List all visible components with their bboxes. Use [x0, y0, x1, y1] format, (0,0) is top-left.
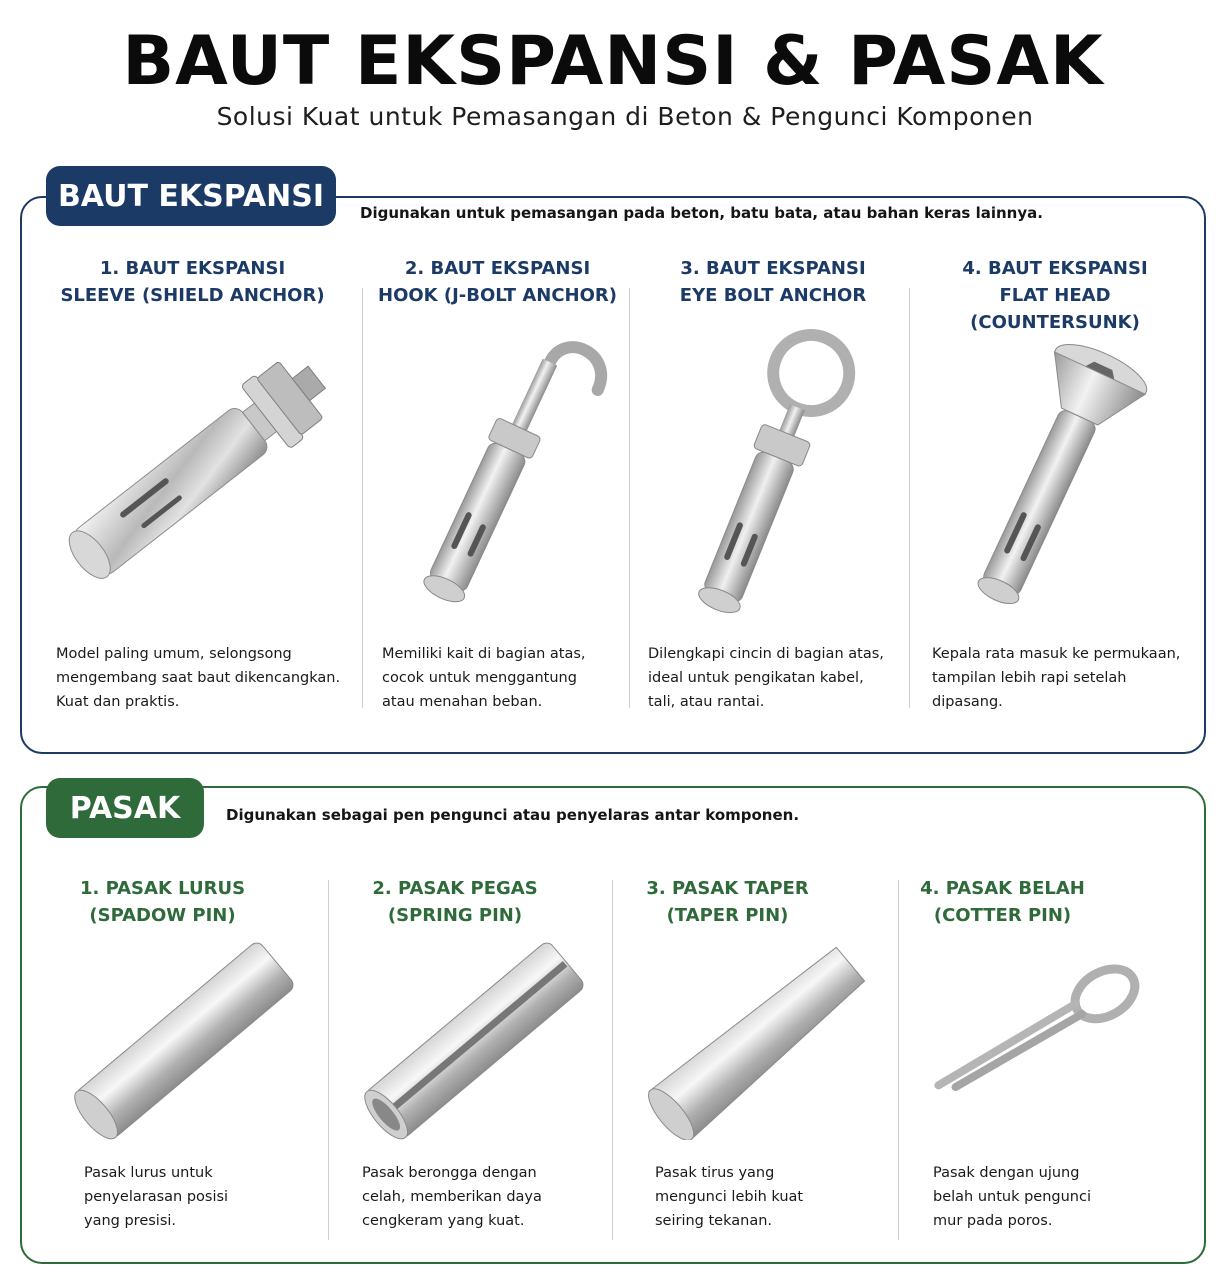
- column-divider: [898, 880, 899, 1240]
- expansion-item-desc-1: Model paling umum, selongsong mengembang saat baut dikencangkan. Kuat dan praktis.: [56, 646, 341, 710]
- pin-tab: PASAK: [46, 778, 204, 838]
- countersunk-anchor-icon: [930, 330, 1170, 630]
- column-divider: [362, 288, 363, 708]
- taper-pin-icon: [630, 940, 890, 1140]
- expansion-item-title-4: 4. BAUT EKSPANSI FLAT HEAD (COUNTERSUNK): [962, 258, 1148, 333]
- expansion-item-title-3: 3. BAUT EKSPANSI EYE BOLT ANCHOR: [679, 258, 867, 306]
- expansion-item-desc-3: Dilengkapi cincin di bagian atas, ideal untuk pengikatan kabel, tali, atau rantai.: [648, 646, 884, 710]
- pin-item-desc-2: Pasak berongga dengan celah, memberikan daya cengkeram yang kuat.: [362, 1165, 542, 1229]
- page-title: BAUT EKSPANSI & PASAK: [122, 22, 1104, 101]
- sleeve-anchor-icon: [40, 340, 350, 610]
- column-divider: [612, 880, 613, 1240]
- cotter-pin-icon: [920, 930, 1170, 1150]
- spring-pin-icon: [345, 940, 605, 1140]
- column-divider: [629, 288, 630, 708]
- hook-anchor-icon: [375, 330, 615, 630]
- pin-description: Digunakan sebagai pen pengunci atau penyelaras antar komponen.: [226, 806, 800, 824]
- pin-item-title-2: 2. PASAK PEGAS (SPRING PIN): [372, 878, 538, 926]
- expansion-item-title-1: 1. BAUT EKSPANSI SLEEVE (SHIELD ANCHOR): [60, 258, 325, 306]
- pin-item-desc-4: Pasak dengan ujung belah untuk pengunci mur pada poros.: [933, 1165, 1091, 1229]
- column-divider: [328, 880, 329, 1240]
- pin-item-title-3: 3. PASAK TAPER (TAPER PIN): [646, 878, 809, 926]
- expansion-bolt-tab: BAUT EKSPANSI: [46, 166, 336, 226]
- dowel-pin-icon: [55, 940, 315, 1140]
- pin-item-desc-1: Pasak lurus untuk penyelarasan posisi yang presisi.: [84, 1165, 229, 1229]
- pin-item-title-4: 4. PASAK BELAH (COTTER PIN): [920, 878, 1085, 926]
- expansion-item-title-2: 2. BAUT EKSPANSI HOOK (J-BOLT ANCHOR): [378, 258, 617, 306]
- pin-item-desc-3: Pasak tirus yang mengunci lebih kuat seiring tekanan.: [655, 1165, 804, 1229]
- expansion-item-desc-4: Kepala rata masuk ke permukaan, tampilan lebih rapi setelah dipasang.: [932, 646, 1181, 710]
- page-subtitle: Solusi Kuat untuk Pemasangan di Beton & Pengunci Komponen: [216, 102, 1034, 131]
- column-divider: [909, 288, 910, 708]
- expansion-bolt-description: Digunakan untuk pemasangan pada beton, batu bata, atau bahan keras lainnya.: [360, 204, 1043, 222]
- pin-item-title-1: 1. PASAK LURUS (SPADOW PIN): [79, 878, 246, 926]
- expansion-item-desc-2: Memiliki kait di bagian atas, cocok untuk menggantung atau menahan beban.: [382, 646, 586, 710]
- eye-bolt-anchor-icon: [640, 320, 900, 630]
